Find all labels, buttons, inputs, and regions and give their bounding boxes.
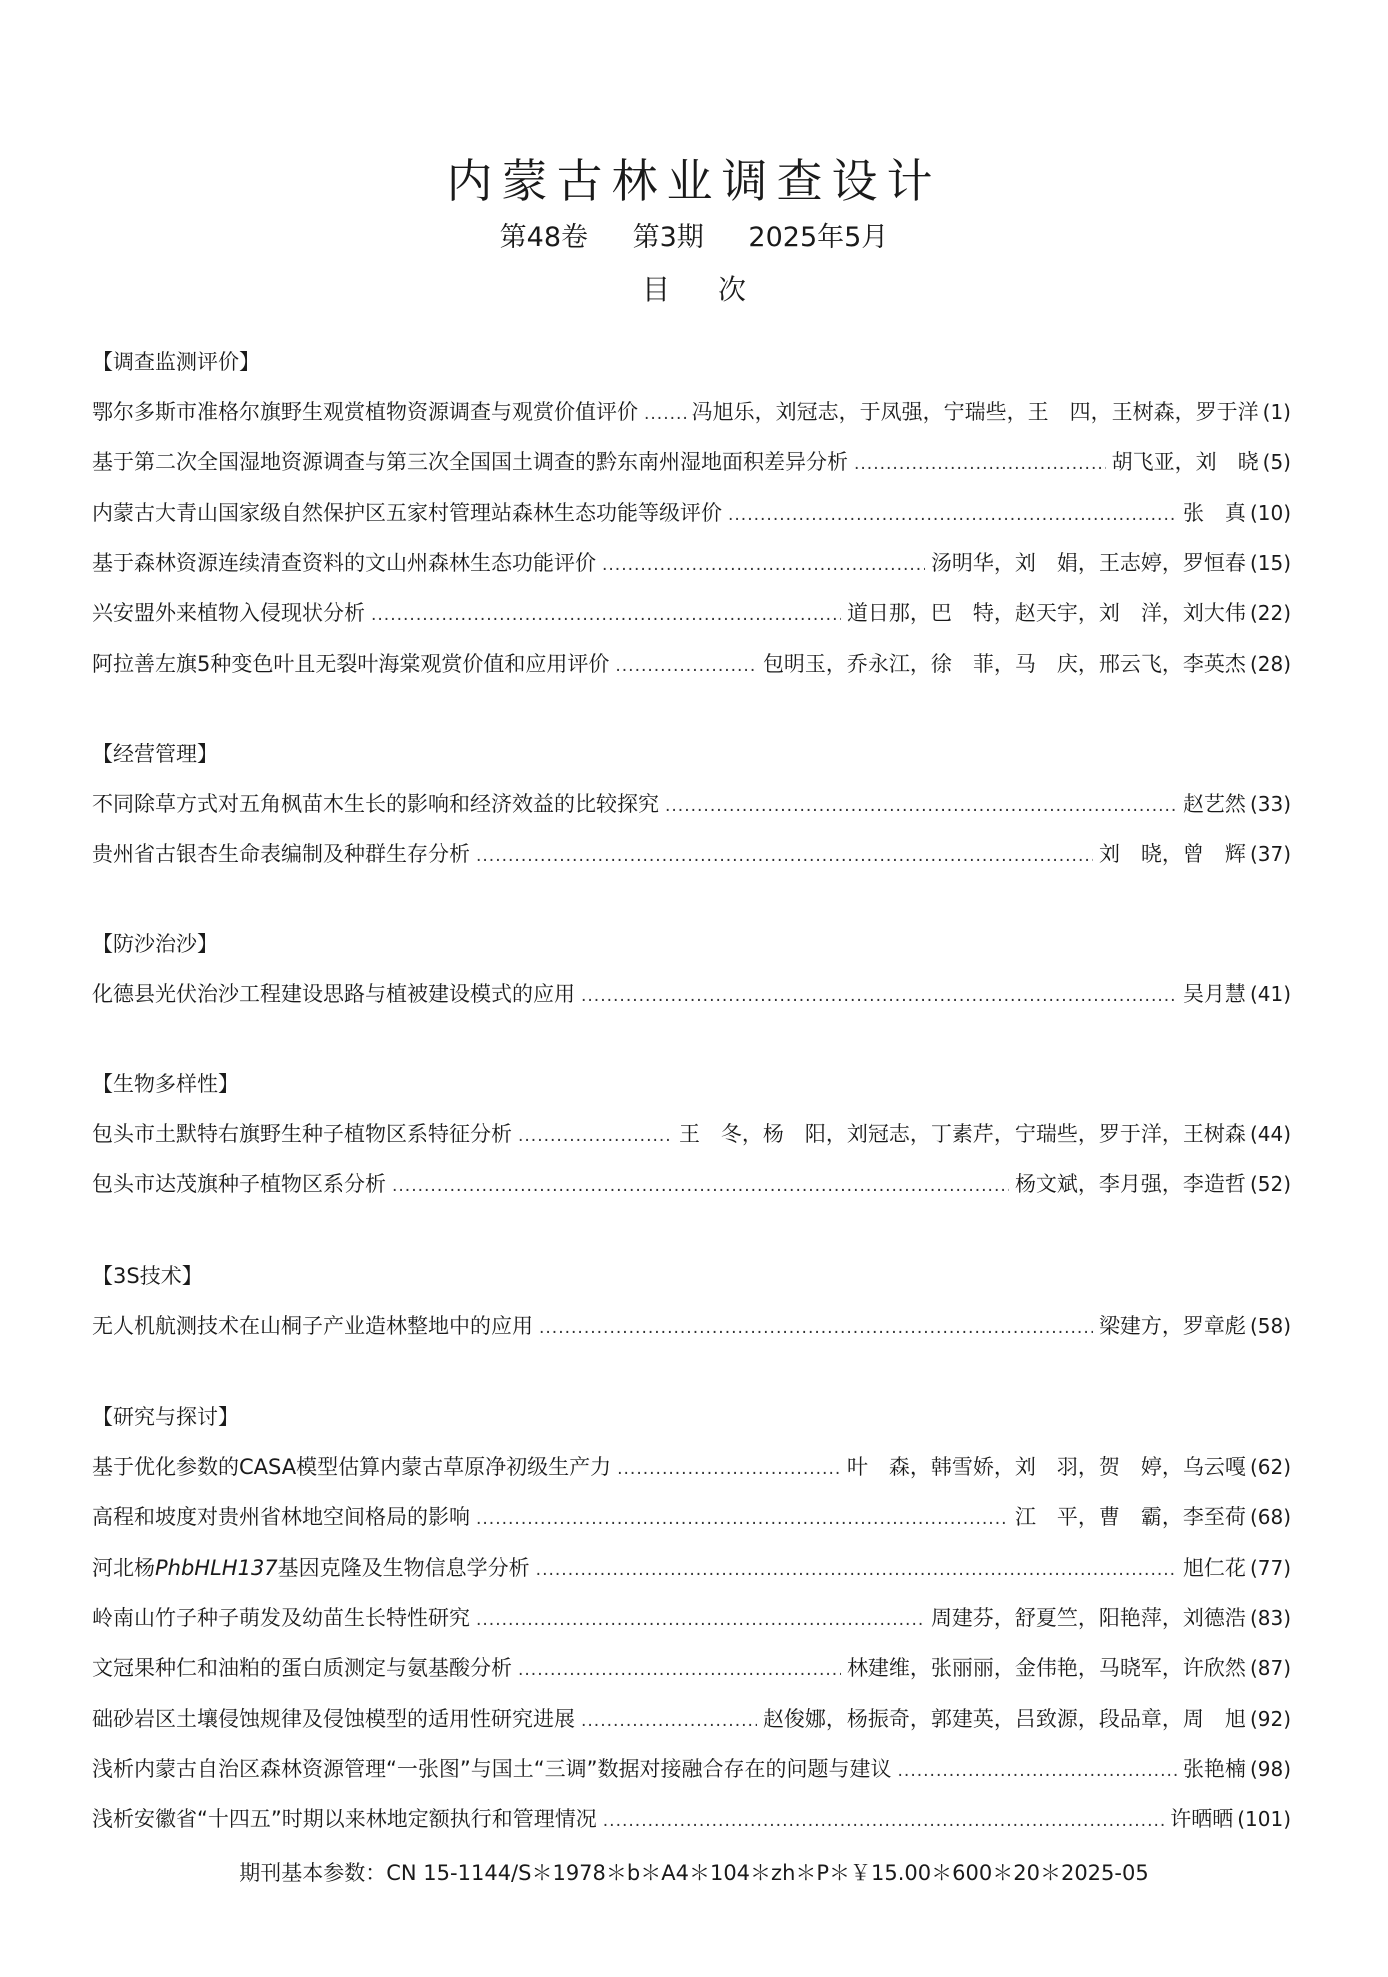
entry-authors: 冯旭乐，刘冠志，于凤强，宁瑞些，王 四，王树森，罗于洋: [691, 400, 1259, 424]
toc-entry[interactable]: [92, 398, 1291, 428]
entry-page-number: (22): [1249, 601, 1291, 626]
section-title: 【生物多样性】: [92, 1072, 239, 1096]
toc-entry[interactable]: [92, 448, 1291, 478]
toc-entry[interactable]: [92, 1654, 1291, 1684]
entry-authors: 包明玉，乔永江，徐 菲，马 庆，邢云飞，李英杰: [762, 651, 1246, 676]
toc-entry[interactable]: [92, 1805, 1291, 1835]
dot-leader: [615, 652, 757, 680]
entry-page-number: (58): [1249, 1314, 1291, 1338]
entry-title: 浅析安徽省“十四五”时期以来林地定额执行和管理情况: [92, 1807, 597, 1832]
dot-leader: [536, 1556, 1177, 1584]
entry-authors: 张 真: [1182, 500, 1246, 525]
entry-authors: 赵艺然: [1182, 792, 1246, 816]
entry-title: 包头市达茂旗种子植物区系分析: [92, 1172, 386, 1197]
dot-leader: [476, 1606, 925, 1634]
entry-title: 兴安盟外来植物入侵现状分析: [92, 601, 365, 626]
entry-title: 不同除草方式对五角枫苗木生长的影响和经济效益的比较探究: [92, 792, 659, 816]
entry-title-gene-name: PhbHLH137: [155, 1555, 278, 1580]
entry-page-number: (33): [1249, 792, 1291, 816]
entry-page-number: (101): [1237, 1807, 1291, 1832]
entry-page-number: (77): [1249, 1555, 1291, 1580]
dot-leader: [581, 982, 1177, 1010]
toc-entry[interactable]: [92, 1705, 1291, 1735]
entry-title: 基于第二次全国湿地资源调查与第三次全国国土调查的黔东南州湿地面积差异分析: [92, 450, 848, 475]
entry-title: 贵州省古银杏生命表编制及种群生存分析: [92, 842, 470, 867]
entry-title: 内蒙古大青山国家级自然保护区五家村管理站森林生态功能等级评价: [92, 500, 722, 525]
entry-authors: 旭仁花: [1182, 1555, 1246, 1580]
dot-leader: [581, 1707, 757, 1735]
toc-entry[interactable]: [92, 1755, 1291, 1785]
entry-title: [92, 1554, 530, 1582]
entry-authors: 张艳楠: [1182, 1756, 1246, 1781]
dot-leader: [898, 1757, 1177, 1785]
toc-entry[interactable]: [92, 980, 1291, 1010]
entry-page-number: (5): [1262, 450, 1291, 475]
entry-page-number: (1): [1262, 400, 1291, 424]
issue-number: 第3期: [632, 222, 704, 253]
entry-title: 岭南山竹子种子萌发及幼苗生长特性研究: [92, 1605, 470, 1630]
toc-entry[interactable]: [92, 1604, 1291, 1634]
toc-entry[interactable]: [92, 499, 1291, 529]
entry-page-number: (41): [1249, 982, 1291, 1006]
issue-date: 2025年5月: [748, 222, 889, 253]
entry-page-number: (10): [1249, 500, 1291, 525]
entry-authors: 刘 晓，曾 辉: [1098, 842, 1246, 867]
entry-page-number: (15): [1249, 550, 1291, 575]
toc-entry[interactable]: [92, 1312, 1291, 1342]
entry-authors: 江 平，曹 霸，李至荷: [1014, 1505, 1246, 1530]
toc-entry[interactable]: [92, 1170, 1291, 1200]
dot-leader: [539, 1314, 1093, 1342]
section-title: 【防沙治沙】: [92, 932, 218, 956]
entry-page-number: (52): [1249, 1172, 1291, 1197]
entry-title-prefix: 河北杨: [92, 1555, 155, 1580]
journal-title: 内蒙古林业调查设计: [446, 154, 942, 208]
toc-entry[interactable]: [92, 549, 1291, 579]
entry-authors: 胡飞亚，刘 晓: [1111, 450, 1259, 475]
entry-page-number: (98): [1249, 1756, 1291, 1781]
entry-title: 化德县光伏治沙工程建设思路与植被建设模式的应用: [92, 982, 575, 1006]
entry-authors: 杨文斌，李月强，李造哲: [1014, 1172, 1246, 1197]
toc-entry[interactable]: [92, 1554, 1291, 1584]
dot-leader: [602, 551, 925, 579]
footer-parameters: 期刊基本参数：CN 15-1144/S＊1978＊b＊A4＊104＊zh＊P＊￥15.00＊600＊20＊2025-05: [239, 1861, 1149, 1885]
toc-entry[interactable]: [92, 1120, 1291, 1150]
entry-title: 文冠果种仁和油粕的蛋白质测定与氨基酸分析: [92, 1656, 512, 1681]
dot-leader: [617, 1455, 841, 1483]
entry-title: 阿拉善左旗5种变色叶且无裂叶海棠观赏价值和应用评价: [92, 651, 610, 676]
dot-leader: [665, 792, 1177, 820]
dot-leader: [371, 601, 841, 629]
entry-title: 高程和坡度对贵州省林地空间格局的影响: [92, 1505, 470, 1530]
toc-entry[interactable]: [92, 790, 1291, 820]
entry-authors: 梁建方，罗章彪: [1098, 1314, 1246, 1338]
entry-authors: 周建芬，舒夏竺，阳艳萍，刘德浩: [930, 1605, 1246, 1630]
entry-page-number: (37): [1249, 842, 1291, 867]
section-title: 【经营管理】: [92, 742, 218, 766]
dot-leader: [518, 1656, 841, 1684]
dot-leader: [476, 1505, 1009, 1533]
entry-authors: 王 冬，杨 阳，刘冠志，丁素芹，宁瑞些，罗于洋，王树森: [678, 1122, 1246, 1146]
entry-title: 础砂岩区土壤侵蚀规律及侵蚀模型的适用性研究进展: [92, 1706, 575, 1731]
dot-leader: [392, 1172, 1009, 1200]
entry-authors: 林建维，张丽丽，金伟艳，马晓军，许欣然: [846, 1656, 1246, 1681]
issue-line: [0, 215, 1388, 254]
toc-heading: 目次: [641, 273, 794, 306]
toc-entry[interactable]: [92, 599, 1291, 629]
issue-volume: 第48卷: [499, 222, 589, 253]
entry-page-number: (83): [1249, 1605, 1291, 1630]
entry-authors: 吴月慧: [1182, 982, 1246, 1006]
entry-page-number: (68): [1249, 1505, 1291, 1530]
entry-title-suffix: 基因克隆及生物信息学分析: [277, 1555, 530, 1580]
entry-title: 包头市土默特右旗野生种子植物区系特征分析: [92, 1122, 512, 1146]
entry-authors: 汤明华，刘 娟，王志婷，罗恒春: [930, 550, 1246, 575]
toc-entry[interactable]: [92, 1453, 1291, 1483]
entry-authors: 许晒晒: [1170, 1807, 1234, 1832]
entry-authors: 赵俊娜，杨振奇，郭建英，吕致源，段品章，周 旭: [762, 1706, 1246, 1731]
entry-page-number: (44): [1249, 1122, 1291, 1146]
entry-page-number: (87): [1249, 1656, 1291, 1681]
entry-authors: 叶 森，韩雪娇，刘 羽，贺 婷，乌云嘎: [846, 1455, 1246, 1479]
dot-leader: [603, 1807, 1164, 1835]
dot-leader: [644, 400, 686, 428]
toc-entry[interactable]: [92, 1503, 1291, 1533]
entry-authors: 道日那，巴 特，赵天宇，刘 洋，刘大伟: [846, 601, 1246, 626]
section-title: 【研究与探讨】: [92, 1405, 239, 1429]
entry-page-number: (62): [1249, 1455, 1291, 1479]
dot-leader: [728, 501, 1177, 529]
dot-leader: [476, 842, 1093, 870]
entry-page-number: (92): [1249, 1706, 1291, 1731]
dot-leader: [518, 1122, 673, 1150]
entry-title: 鄂尔多斯市准格尔旗野生观赏植物资源调查与观赏价值评价: [92, 400, 638, 424]
entry-title: 浅析内蒙古自治区森林资源管理“一张图”与国土“三调”数据对接融合存在的问题与建议: [92, 1756, 892, 1781]
section-title: 【调查监测评价】: [92, 350, 260, 374]
toc-entry[interactable]: [92, 650, 1291, 680]
entry-title: 基于优化参数的CASA模型估算内蒙古草原净初级生产力: [92, 1455, 612, 1479]
section-title: 【3S技术】: [92, 1264, 203, 1288]
entry-title: 无人机航测技术在山桐子产业造林整地中的应用: [92, 1314, 533, 1338]
toc-entry[interactable]: [92, 840, 1291, 870]
entry-page-number: (28): [1249, 651, 1291, 676]
dot-leader: [854, 450, 1106, 478]
entry-title: 基于森林资源连续清查资料的文山州森林生态功能评价: [92, 550, 596, 575]
